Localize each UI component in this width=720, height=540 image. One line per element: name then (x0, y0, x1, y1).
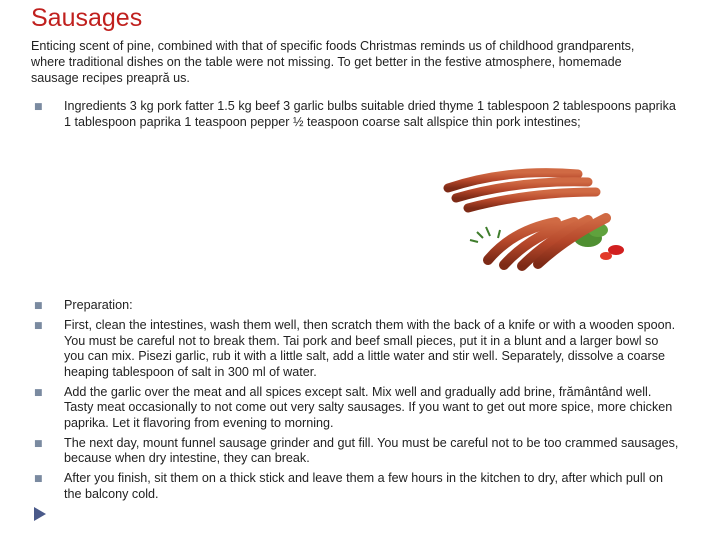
sausages-photo (438, 160, 632, 280)
list-item (30, 385, 680, 432)
square-bullet-icon: ■ (34, 474, 43, 484)
square-bullet-icon: ■ (34, 438, 43, 449)
intro-paragraph: Enticing scent of pine, combined with that of specific foods Christmas reminds us of childhood grandparents, where traditional dishes on the table were not missing. To get better in the festive atmosphere, homemade sausage recipes preapră us. (31, 39, 635, 85)
slide-title: Sausages (31, 4, 143, 32)
ingredients-list (30, 99, 680, 130)
step-text: After you finish, sit them on a thick stick and leave them a few hours in the kitchen to dry, after which pull on the balcony cold. (64, 471, 663, 501)
play-arrow-icon[interactable] (33, 506, 47, 522)
step-text: The next day, mount funnel sausage grinder and gut fill. You must be careful not to be too crammed sausages, because when dry intestine, they can break. (64, 435, 679, 465)
square-bullet-icon: ■ (34, 102, 43, 112)
step-text: Add the garlic over the meat and all spices except salt. Mix well and gradually add brine, frământând well. Tasty meat occasionally to not come out very salty sausages. If you want to get out more spice, more chicken paprika. Let it flavoring from evening to morning. (64, 384, 673, 430)
square-bullet-icon: ■ (34, 321, 43, 331)
step-text: Preparation: (64, 298, 133, 312)
ingredients-text: Ingredients 3 kg pork fatter 1.5 kg beef 3 garlic bulbs suitable dried thyme 1 tablespoon 2 tablespoons paprika 1 tablespoon paprika 1 teaspoon pepper ½ teaspoon coarse salt allspice thin pork intestines; (64, 99, 676, 129)
list-item (30, 436, 680, 467)
step-text: First, clean the intestines, wash them well, then scratch them with the back of a knife or with a wooden spoon. You must be careful not to break them. Tai pork and beef small pieces, put it in a blunt and a larger bowl so you can mix. Pisezi garlic, rub it with a little salt, add a little water and stir well. Separately, dissolve a coarse heaping tablespoon of salt in 300 ml of water. (64, 318, 676, 379)
list-item (30, 318, 680, 380)
square-bullet-icon: ■ (34, 301, 43, 311)
list-item (30, 99, 680, 130)
preparation-list (30, 298, 680, 507)
square-bullet-icon: ■ (34, 387, 43, 398)
list-item (30, 471, 680, 502)
list-item (30, 298, 680, 314)
